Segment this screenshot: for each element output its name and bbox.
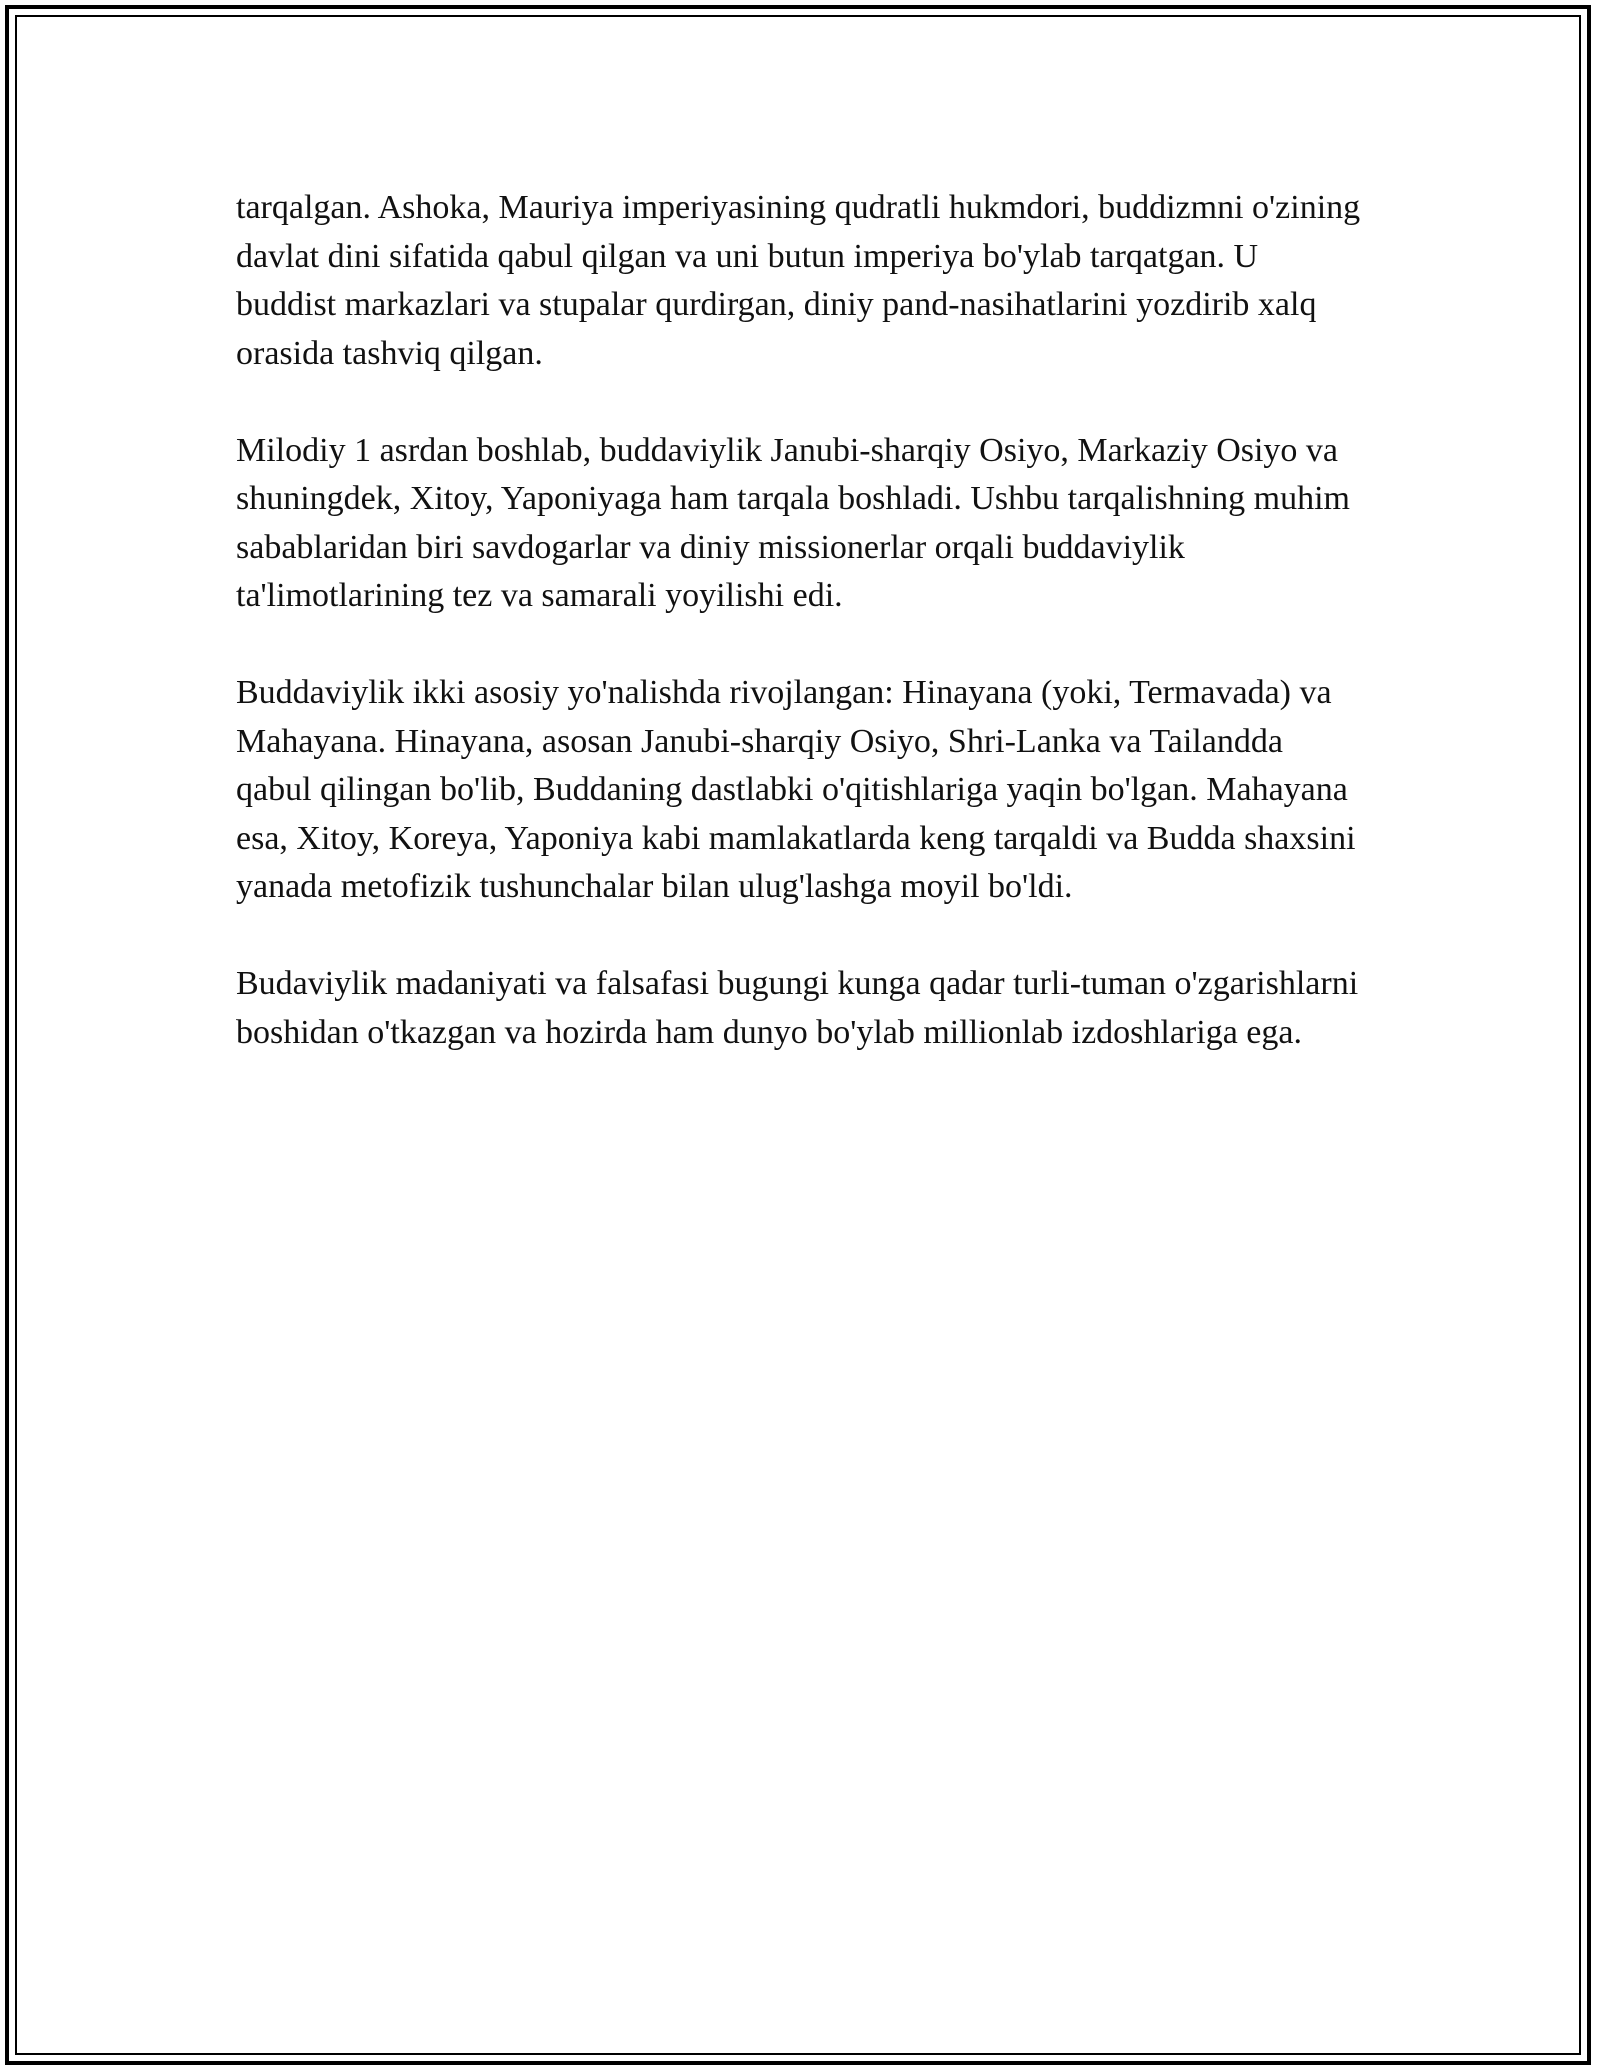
document-body — [236, 184, 1366, 1057]
paragraph-spread: Milodiy 1 asrdan boshlab, buddaviylik Janubi-sharqiy Osiyo, Markaziy Osiyo va shuningdek, Xitoy, Yaponiyaga ham tarqala boshladi. Ushbu tarqalishning muhim sabablaridan biri savdogarlar va diniy missionerlar orqali buddaviylik ta'limotlarining tez va samarali yoyilishi edi. — [236, 431, 1350, 614]
paragraph-today: Budaviylik madaniyati va falsafasi bugungi kunga qadar turli-tuman o'zgarishlarni boshidan o'tkazgan va hozirda ham dunyo bo'ylab millionlab izdoshlariga ega. — [236, 965, 1359, 1051]
paragraph-ashoka: tarqalgan. Ashoka, Mauriya imperiyasining qudratli hukmdori, buddizmni o'zining davlat dini sifatida qabul qilgan va uni butun imperiya bo'ylab tarqatgan. U buddist markazlari va stupalar qurdirgan, diniy pand-nasihatlarini yozdirib xalq orasida tashviq qilgan. — [236, 189, 1361, 372]
paragraph-branches: Buddaviylik ikki asosiy yo'nalishda rivojlangan: Hinayana (yoki, Termavada) va Mahayana. Hinayana, asosan Janubi-sharqiy Osiyo, Shri-Lanka va Tailandda qabul qilingan bo'lib, Buddaning dastlabki o'qitishlariga yaqin bo'lgan. Mahayana esa, Xitoy, Koreya, Yaponiya kabi mamlakatlarda keng tarqaldi va Budda shaxsini yanada metofizik tushunchalar bilan ulug'lashga moyil bo'ldi. — [236, 674, 1356, 905]
